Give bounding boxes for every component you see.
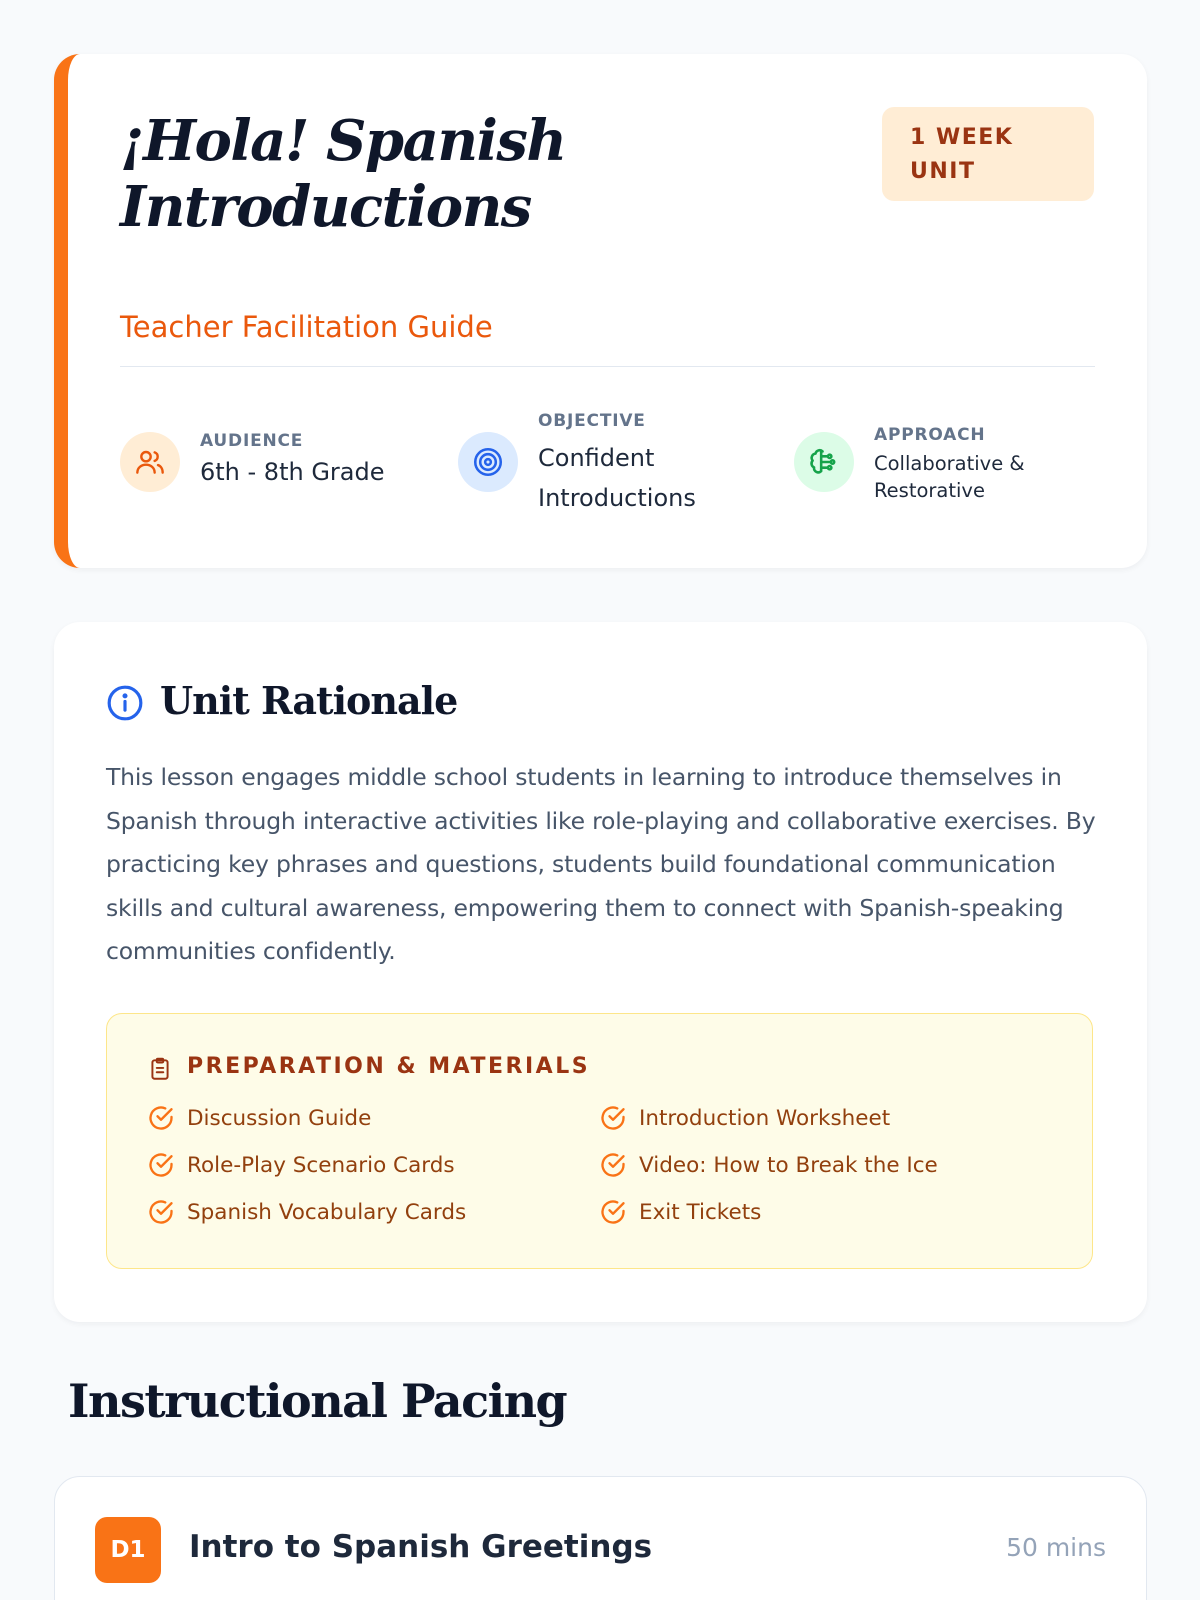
material-label: Spanish Vocabulary Cards (187, 1199, 467, 1225)
meta-objective-value: Confident Introductions (538, 444, 696, 512)
info-icon (106, 684, 144, 726)
unit-title: ¡Hola! Spanish Introductions (120, 108, 566, 240)
header-divider (120, 366, 1095, 367)
material-item (599, 1198, 761, 1226)
material-label: Introduction Worksheet (639, 1105, 891, 1131)
material-label: Video: How to Break the Ice (639, 1152, 938, 1178)
unit-header-card (54, 54, 1147, 568)
brain-icon (794, 432, 854, 492)
material-item (147, 1104, 371, 1132)
meta-objective-label: OBJECTIVE (538, 411, 646, 431)
day-duration: 50 mins (1006, 1533, 1106, 1562)
material-label: Exit Tickets (639, 1199, 762, 1225)
day-card-1[interactable] (54, 1476, 1147, 1600)
meta-approach-label: APPROACH (874, 425, 986, 445)
material-label: Discussion Guide (187, 1105, 372, 1131)
check-circle-icon (599, 1104, 627, 1132)
check-circle-icon (147, 1151, 175, 1179)
pacing-title: Instructional Pacing (68, 1374, 567, 1428)
target-icon (458, 432, 518, 492)
preparation-box (106, 1013, 1093, 1269)
users-icon (120, 432, 180, 492)
day-badge: D1 (95, 1517, 161, 1583)
material-item (147, 1151, 455, 1179)
meta-audience-label: AUDIENCE (200, 431, 304, 451)
material-item (147, 1198, 466, 1226)
rationale-body: This lesson engages middle school students in learning to introduce themselves in Spanish through interactive activities like role-playing and collaborative exercises. By practicing key phrases and questions, students build foundational communication skills and cultural awareness, empowering them to connect with Spanish-speaking communities confidently. (106, 763, 1096, 965)
material-item (599, 1104, 890, 1132)
unit-subtitle: Teacher Facilitation Guide (120, 310, 493, 344)
check-circle-icon (599, 1151, 627, 1179)
clipboard-icon (147, 1056, 173, 1086)
preparation-title: PREPARATION & MATERIALS (187, 1054, 591, 1079)
material-label: Role-Play Scenario Cards (187, 1152, 455, 1178)
material-item (599, 1151, 938, 1179)
rationale-title: Unit Rationale (160, 678, 458, 723)
rationale-card (54, 622, 1147, 1322)
day-title: Intro to Spanish Greetings (189, 1529, 653, 1565)
meta-audience-value: 6th - 8th Grade (200, 458, 385, 486)
check-circle-icon (599, 1198, 627, 1226)
duration-badge: 1 WEEK UNIT (882, 107, 1094, 201)
meta-approach-value: Collaborative & Restorative (874, 452, 1025, 502)
check-circle-icon (147, 1198, 175, 1226)
check-circle-icon (147, 1104, 175, 1132)
